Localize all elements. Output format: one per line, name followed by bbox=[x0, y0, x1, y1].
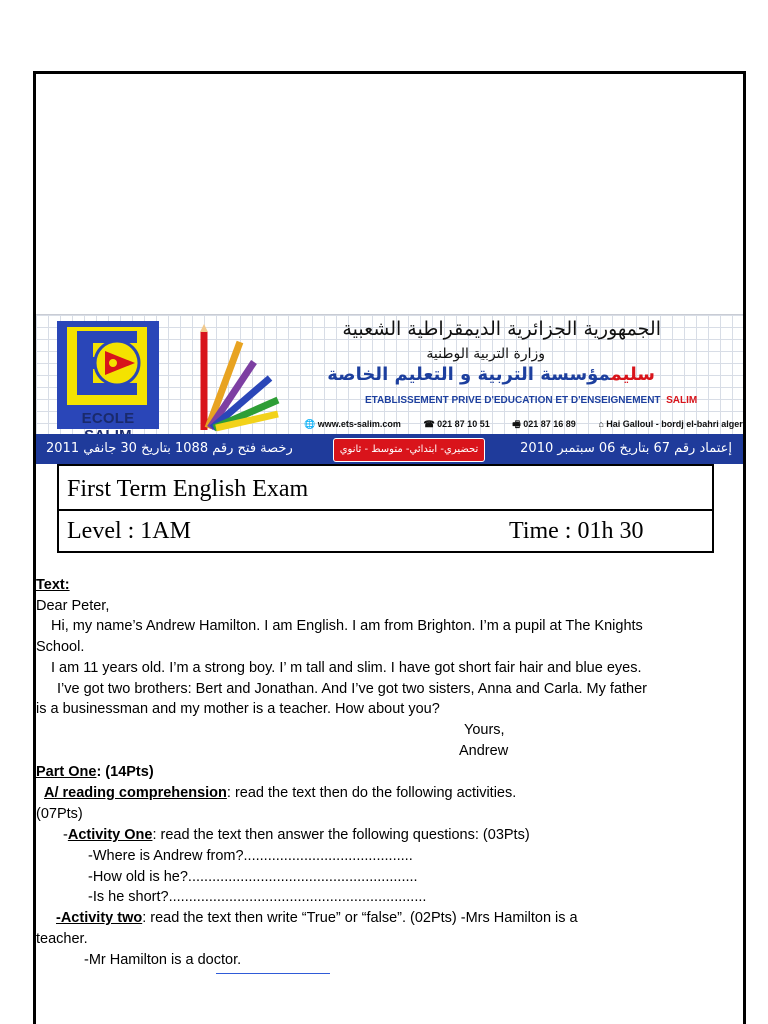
page-border-right bbox=[743, 71, 746, 1024]
reading-comprehension-title: A/ reading comprehension bbox=[44, 785, 227, 801]
reading-comprehension-points: (07Pts) bbox=[36, 806, 83, 822]
school-name-french-red: SALIM bbox=[666, 395, 698, 406]
pencils-illustration bbox=[178, 322, 298, 434]
answer-underline bbox=[216, 973, 330, 974]
letter-line: I’ve got two brothers: Bert and Jonathan. And I’ve got two sisters, Anna and Carla. My father bbox=[57, 681, 647, 697]
phone-text: ☎ 021 87 10 51 bbox=[423, 419, 490, 429]
levels-badge: تحضيري- ابتدائي- متوسط - ثانوي bbox=[333, 438, 485, 462]
website-text: 🌐 www.ets-salim.com bbox=[304, 419, 401, 429]
page-border-top bbox=[33, 71, 746, 74]
text-heading: Text: bbox=[36, 577, 70, 593]
arabic-republic-title: الجمهورية الجزائرية الديمقراطية الشعبية bbox=[342, 318, 661, 340]
fax-text: 🖷 021 87 16 89 bbox=[512, 419, 576, 429]
activity-one-title: Activity One bbox=[67, 827, 153, 843]
address-value: Hai Galloul - bordj el-bahri alger bbox=[606, 419, 743, 429]
reading-comprehension-line bbox=[44, 784, 516, 802]
arabic-school-name bbox=[327, 364, 655, 385]
phone-value: 021 87 10 51 bbox=[437, 419, 490, 429]
letter-line: is a businessman and my mother is a teacher. How about you? bbox=[36, 701, 440, 717]
part-one-title: Part One bbox=[36, 764, 97, 780]
arabic-school-name-red: سليم bbox=[610, 364, 655, 385]
activity-two-title: -Activity two bbox=[56, 910, 143, 926]
arabic-school-name-main: مؤسسة التربية و التعليم الخاصة bbox=[327, 364, 611, 385]
activity-two-continuation: teacher. bbox=[36, 931, 88, 947]
contact-line bbox=[304, 417, 763, 433]
exam-title: First Term English Exam bbox=[67, 476, 309, 502]
exam-time: Time : 01h 30 bbox=[509, 518, 644, 544]
activity-one-dash: - bbox=[63, 827, 68, 843]
website-value: www.ets-salim.com bbox=[317, 419, 401, 429]
school-name-french-main: ETABLISSEMENT PRIVE D'EDUCATION ET D'ENSEIGNEMENT bbox=[365, 395, 661, 406]
reading-comprehension-instruction: : read the text then do the following activities. bbox=[226, 785, 517, 801]
question-item: -How old is he?......................................................... bbox=[88, 869, 418, 885]
question-item: -Where is Andrew from?.......................................... bbox=[88, 848, 413, 864]
letter-signature: Andrew bbox=[459, 743, 509, 759]
activity-two-instruction: : read the text then write “True” or “false”. (02Pts) -Mrs Hamilton is a bbox=[142, 910, 578, 926]
accreditation-text: إعتماد رقم 67 بتاريخ 06 سبتمبر 2010 bbox=[520, 441, 732, 456]
activity-one-line bbox=[63, 826, 530, 844]
exam-header-divider bbox=[57, 509, 714, 511]
fax-value: 021 87 16 89 bbox=[523, 419, 576, 429]
letter-line: I am 11 years old. I’m a strong boy. I’ m tall and slim. I have got short fair hair and blue eyes. bbox=[51, 660, 642, 676]
activity-two-line bbox=[56, 909, 578, 927]
letter-line: School. bbox=[36, 639, 85, 655]
address-text: ⌂ Hai Galloul - bordj el-bahri alger bbox=[598, 419, 743, 429]
question-item: -Is he short?................................................................ bbox=[88, 889, 427, 905]
letter-closing: Yours, bbox=[464, 722, 505, 738]
true-false-statement: -Mr Hamilton is a doctor. bbox=[84, 952, 242, 968]
school-name-french bbox=[365, 395, 697, 406]
activity-one-instruction: : read the text then answer the following questions: (03Pts) bbox=[152, 827, 530, 843]
page-border-left bbox=[33, 71, 36, 1024]
part-one-heading bbox=[36, 763, 154, 781]
letter-line: Dear Peter, bbox=[36, 598, 110, 614]
logo-text: ECOLE bbox=[81, 410, 135, 427]
arabic-ministry: وزارة التربية الوطنية bbox=[426, 346, 545, 362]
exam-level: Level : 1AM bbox=[67, 518, 191, 544]
part-one-points: : (14Pts) bbox=[96, 764, 154, 780]
letter-line: Hi, my name’s Andrew Hamilton. I am English. I am from Brighton. I’m a pupil at The Knights bbox=[51, 618, 643, 634]
license-opening-text: رخصة فتح رقم 1088 بتاريخ 30 جانفي 2011 bbox=[46, 441, 293, 456]
